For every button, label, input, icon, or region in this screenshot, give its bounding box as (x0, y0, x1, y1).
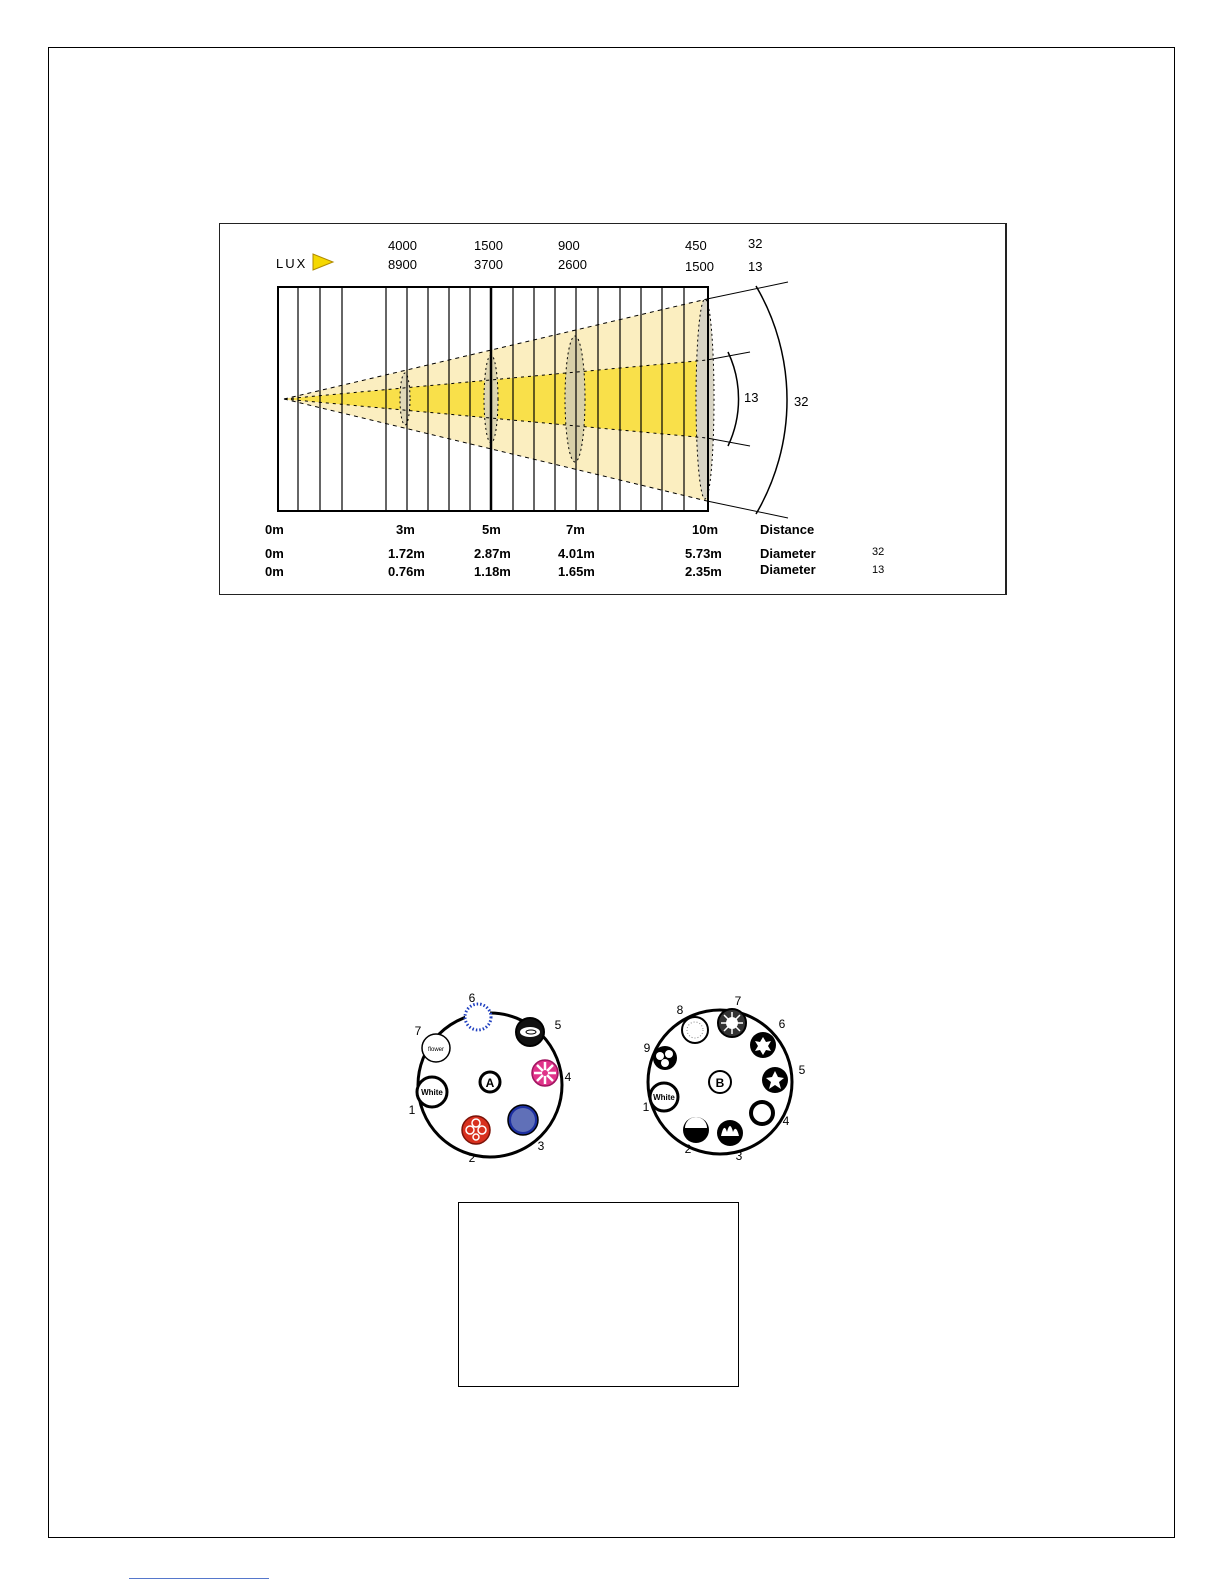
diameter-angle: 13 (872, 564, 885, 576)
lux-value: 2600 (558, 257, 587, 272)
wheel-a (409, 991, 572, 1165)
lux-marker-icon (313, 254, 333, 270)
lux-value: 900 (558, 238, 580, 253)
beam-angle-diagram (219, 223, 1007, 595)
diameter-value: 0m (265, 546, 284, 561)
slot-number: 6 (778, 1017, 786, 1031)
lux-angle: 32 (748, 236, 763, 251)
distance-value: 0m (265, 522, 284, 537)
lux-value: 3700 (474, 257, 503, 272)
beam-spot-3m (400, 373, 410, 425)
diameter-value: 2.35m (685, 564, 722, 579)
beam-spot-10m (696, 299, 714, 499)
diameter-value: 0.76m (388, 564, 425, 579)
half-moon-gobo-icon (683, 1117, 709, 1143)
wheels-svg (390, 990, 830, 1180)
slot-number: 1 (408, 1103, 416, 1117)
distance-value: 5m (482, 522, 501, 537)
blank-box (458, 1202, 739, 1387)
lux-value: 4000 (388, 238, 417, 253)
footer-rule (129, 1578, 269, 1579)
diameter-value: 1.18m (474, 564, 511, 579)
lux-angle: 13 (748, 259, 763, 274)
slot-number: 3 (537, 1139, 545, 1153)
diameter-value: 1.72m (388, 546, 425, 561)
lux-value: 1500 (474, 238, 503, 253)
slot-number: 3 (735, 1149, 743, 1163)
star-gobo-icon (762, 1067, 788, 1093)
burst-gobo-icon (718, 1009, 746, 1037)
slot-number: 4 (564, 1070, 572, 1084)
beam-svg (220, 224, 1006, 594)
diameter-value: 2.87m (474, 546, 511, 561)
slot-number: 7 (414, 1024, 422, 1038)
distance-value: 10m (692, 522, 719, 537)
diameter-label: Diameter (760, 562, 816, 577)
angle-ray-top (707, 282, 788, 299)
angle-arc-32 (756, 286, 787, 514)
distance-label: Distance (760, 522, 815, 537)
diameter-value: 5.73m (685, 546, 722, 561)
slot-number: 8 (676, 1003, 684, 1017)
slot-number: 2 (684, 1142, 692, 1156)
slot-label: White (421, 1088, 443, 1097)
red-pattern-gobo-icon (462, 1116, 490, 1144)
slot-number: 6 (468, 991, 476, 1005)
diameter-label: Diameter (760, 546, 816, 561)
lux-value: 450 (685, 238, 707, 253)
spiky-gobo-icon (750, 1032, 776, 1058)
beam-spot-7m (565, 336, 585, 462)
dotted-circle-gobo-icon (682, 1017, 708, 1043)
diameter-angle: 32 (872, 546, 885, 558)
distance-value: 3m (396, 522, 415, 537)
wheel-b (643, 994, 806, 1163)
slot-number: 1 (642, 1100, 650, 1114)
angle-arc-13 (728, 352, 739, 446)
blue-dots-gobo-icon (465, 1004, 491, 1030)
diameter-value: 4.01m (558, 546, 595, 561)
black-cloud-gobo-icon (516, 1018, 544, 1046)
slot-label: flower (427, 1047, 445, 1053)
flame-gobo-icon (717, 1120, 743, 1146)
slot-number: 5 (554, 1018, 562, 1032)
slot-number: 2 (468, 1151, 476, 1165)
lux-value: 8900 (388, 257, 417, 272)
wheel-b-center-label: B (715, 1076, 725, 1090)
lux-label: LUX (276, 256, 308, 271)
angle-label-wide: 32 (794, 394, 809, 409)
slot-number: 4 (782, 1114, 790, 1128)
blue-color-slot-icon (508, 1105, 538, 1135)
triple-circle-gobo-icon (653, 1046, 677, 1070)
angle-ray-bottom (707, 501, 788, 518)
diameter-value: 1.65m (558, 564, 595, 579)
slot-number: 7 (734, 994, 742, 1008)
slot-label: White (653, 1093, 675, 1102)
gobo-wheels (390, 990, 830, 1180)
angle-label-narrow: 13 (744, 390, 759, 405)
distance-value: 7m (566, 522, 585, 537)
diameter-value: 0m (265, 564, 284, 579)
lux-value: 1500 (685, 259, 714, 274)
slot-number: 5 (798, 1063, 806, 1077)
pink-flower-gobo-icon (532, 1060, 558, 1086)
slot-number: 9 (643, 1041, 651, 1055)
jagged-circle-gobo-icon (749, 1100, 775, 1126)
wheel-a-center-label: A (485, 1076, 495, 1090)
